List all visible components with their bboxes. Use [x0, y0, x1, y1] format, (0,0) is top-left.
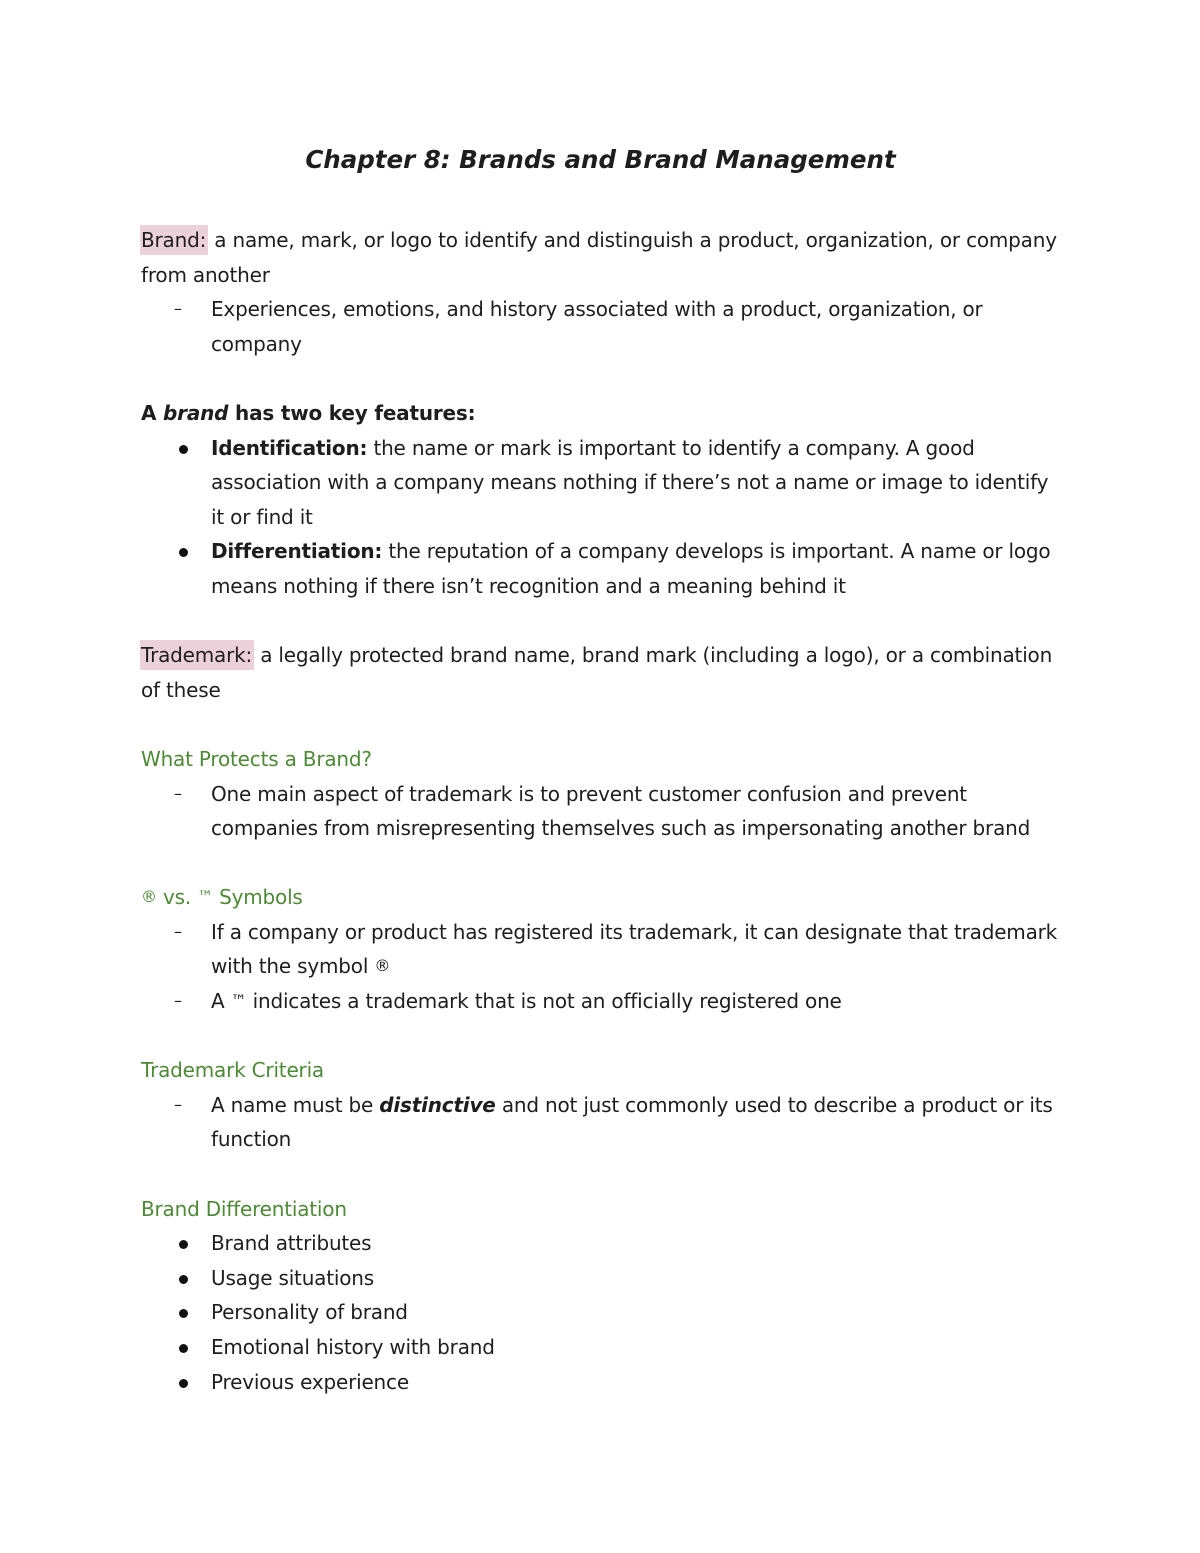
section-heading [141, 880, 1060, 915]
feature-term: Differentiation: [211, 539, 383, 564]
brand-points [141, 292, 1060, 361]
criteria-points [141, 1088, 1060, 1157]
section-heading: Brand Differentiation [141, 1196, 347, 1221]
item-text: Emotional history with brand [211, 1335, 495, 1359]
list-item [141, 1261, 1060, 1296]
brand-definition-text: a name, mark, or logo to identify and distinguish a product, organization, or company from another [141, 228, 1057, 287]
trademark-section [141, 638, 1060, 707]
trademark-definition [141, 638, 1060, 707]
item-text: Previous experience [211, 1369, 409, 1394]
brand-term: Brand: [140, 225, 208, 255]
bullet-icon [179, 548, 188, 557]
features-section [141, 396, 1060, 604]
registered-symbol: ® [141, 887, 157, 907]
list-item: – One main aspect of trademark is to prevent customer confusion and prevent companies from misrepresenting themselves such as impersonating another brand [141, 777, 1060, 846]
list-item: – Experiences, emotions, and history associated with a product, organization, or company [141, 292, 1060, 361]
page-title: Chapter 8: Brands and Brand Management [305, 145, 896, 174]
section-heading: Trademark Criteria [141, 1058, 324, 1083]
brand-section [141, 223, 1060, 361]
trademark-symbol: ™ [230, 991, 247, 1011]
bullet-icon [179, 1344, 188, 1353]
list-item [141, 1295, 1060, 1330]
bullet-icon [179, 1240, 188, 1249]
list-item [141, 534, 1060, 603]
bullet-icon [179, 445, 188, 454]
list-item [141, 984, 1060, 1019]
item-text: Personality of brand [211, 1300, 408, 1325]
section-heading: What Protects a Brand? [141, 746, 372, 771]
point-text: and not just commonly used to describe a product or its function [211, 1092, 1053, 1152]
trademark-term: Trademark: [140, 640, 254, 670]
point-text: indicates a trademark that is not an officially registered one [246, 989, 842, 1014]
bullet-icon [179, 1309, 188, 1318]
bullet-icon [179, 1275, 188, 1284]
symbols-section [141, 880, 1060, 1018]
feature-text: the name or mark is important to identify a company. A good association with a company means nothing if there’s not a name or image to identify it or find it [211, 435, 1049, 529]
point-text: If a company or product has registered its trademark, it can designate that trademark with the symbol [211, 919, 1058, 979]
list-item [141, 1330, 1060, 1365]
features-list [141, 431, 1060, 604]
features-lead [141, 396, 1060, 431]
list-item [141, 1226, 1060, 1261]
symbols-points [141, 915, 1060, 1019]
list-item [141, 915, 1060, 984]
point-text: A [211, 989, 231, 1014]
features-lead-suffix: has two key features: [228, 400, 476, 425]
feature-term: Identification: [211, 435, 368, 460]
item-text: Usage situations [211, 1265, 374, 1290]
list-item [141, 1365, 1060, 1400]
bullet-icon [179, 1379, 188, 1388]
trademark-definition-text: a legally protected brand name, brand mark (including a logo), or a combination of these [141, 643, 1053, 702]
heading-text: Symbols [212, 885, 303, 910]
differentiation-section [141, 1192, 1060, 1400]
differentiation-list [141, 1226, 1060, 1399]
criteria-section [141, 1053, 1060, 1157]
feature-text: the reputation of a company develops is important. A name or logo means nothing if there isn’t recognition and a meaning behind it [211, 539, 1051, 598]
registered-symbol: ® [374, 956, 391, 976]
list-item [141, 1088, 1060, 1157]
list-item [141, 431, 1060, 535]
item-text: Brand attributes [211, 1231, 372, 1256]
trademark-symbol: ™ [197, 887, 213, 907]
features-lead-prefix: A [141, 400, 164, 425]
brand-definition [141, 223, 1060, 292]
heading-text: vs. [156, 885, 198, 910]
emphasis-text: distinctive [379, 1092, 496, 1117]
protects-points [141, 777, 1060, 846]
protects-section [141, 742, 1060, 846]
features-lead-emphasis: brand [163, 400, 229, 425]
point-text: A name must be [211, 1092, 380, 1117]
